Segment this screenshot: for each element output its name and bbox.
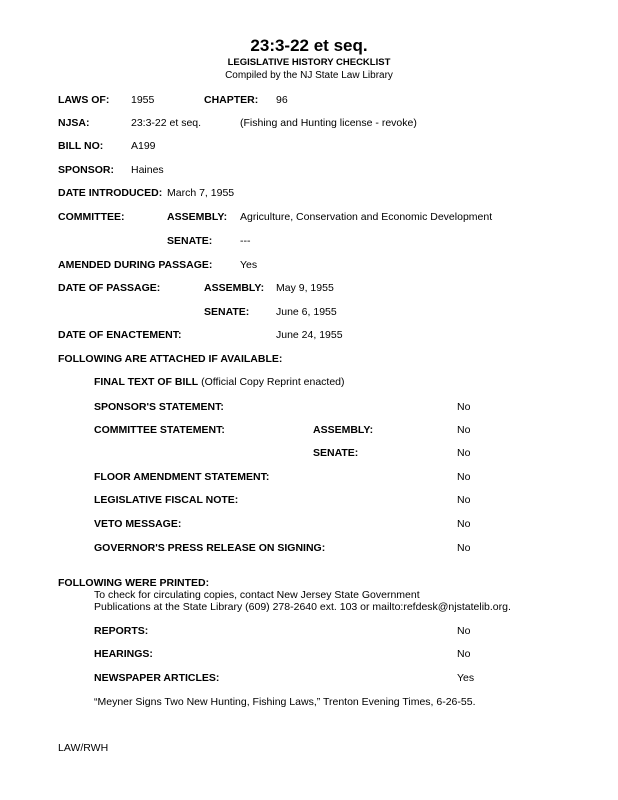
bill-no-value: A199 <box>131 140 156 152</box>
floor-amendment-label: FLOOR AMENDMENT STATEMENT: <box>94 471 270 483</box>
laws-of-label: LAWS OF: <box>58 94 110 106</box>
date-of-enactment-label: DATE OF ENACTEMENT: <box>58 329 182 341</box>
compiled-by: Compiled by the NJ State Law Library <box>225 70 393 81</box>
veto-message-value: No <box>457 518 471 530</box>
committee-statement-assembly-label: ASSEMBLY: <box>313 424 374 436</box>
hearings-value: No <box>457 648 471 660</box>
newspaper-articles-value: Yes <box>457 672 475 684</box>
passage-senate-label: SENATE: <box>204 306 250 318</box>
veto-message-label: VETO MESSAGE: <box>94 518 182 530</box>
chapter-label: CHAPTER: <box>204 94 259 106</box>
bill-no-label: BILL NO: <box>58 140 104 152</box>
committee-senate-label: SENATE: <box>167 235 213 247</box>
date-of-enactment-value: June 24, 1955 <box>276 329 343 341</box>
press-release-label: GOVERNOR'S PRESS RELEASE ON SIGNING: <box>94 542 326 554</box>
njsa-value: 23:3-22 et seq. <box>131 117 202 129</box>
committee-senate-value: --- <box>240 235 251 247</box>
amended-value: Yes <box>240 259 258 271</box>
final-text-label: FINAL TEXT OF BILL <box>94 376 199 388</box>
amended-label: AMENDED DURING PASSAGE: <box>58 259 213 271</box>
page-title: 23:3-22 et seq. <box>250 36 368 55</box>
printed-heading: FOLLOWING WERE PRINTED: <box>58 577 210 589</box>
final-text-row <box>94 376 345 388</box>
newspaper-articles-label: NEWSPAPER ARTICLES: <box>94 672 220 684</box>
fiscal-note-label: LEGISLATIVE FISCAL NOTE: <box>94 494 239 506</box>
chapter-value: 96 <box>276 94 288 106</box>
sponsor-label: SPONSOR: <box>58 164 115 176</box>
press-release-value: No <box>457 542 471 554</box>
laws-of-value: 1955 <box>131 94 155 106</box>
date-introduced-value: March 7, 1955 <box>167 187 235 199</box>
page-subtitle: LEGISLATIVE HISTORY CHECKLIST <box>227 57 391 68</box>
printed-note-line2: Publications at the State Library (609) 278-2640 ext. 103 or mailto:refdesk@njstatelib.org. <box>94 601 511 613</box>
committee-assembly-value: Agriculture, Conservation and Economic Development <box>240 211 493 223</box>
sponsor-value: Haines <box>131 164 164 176</box>
hearings-label: HEARINGS: <box>94 648 153 660</box>
sponsor-statement-value: No <box>457 401 471 413</box>
committee-statement-senate-value: No <box>457 447 471 459</box>
printed-note-line1: To check for circulating copies, contact New Jersey State Government <box>94 589 420 601</box>
floor-amendment-value: No <box>457 471 471 483</box>
njsa-label: NJSA: <box>58 117 90 129</box>
committee-statement-assembly-value: No <box>457 424 471 436</box>
passage-senate-value: June 6, 1955 <box>276 306 337 318</box>
sponsor-statement-label: SPONSOR'S STATEMENT: <box>94 401 224 413</box>
date-of-passage-label: DATE OF PASSAGE: <box>58 282 161 294</box>
fiscal-note-value: No <box>457 494 471 506</box>
committee-assembly-label: ASSEMBLY: <box>167 211 228 223</box>
committee-statement-senate-label: SENATE: <box>313 447 359 459</box>
committee-label: COMMITTEE: <box>58 211 125 223</box>
date-introduced-label: DATE INTRODUCED: <box>58 187 163 199</box>
committee-statement-label: COMMITTEE STATEMENT: <box>94 424 225 436</box>
njsa-description: (Fishing and Hunting license - revoke) <box>240 117 417 129</box>
reports-value: No <box>457 625 471 637</box>
reports-label: REPORTS: <box>94 625 149 637</box>
footer-initials: LAW/RWH <box>58 742 109 754</box>
newspaper-article-citation: “Meyner Signs Two New Hunting, Fishing Laws,” Trenton Evening Times, 6-26-55. <box>94 696 476 708</box>
final-text-note: (Official Copy Reprint enacted) <box>201 376 345 388</box>
passage-assembly-label: ASSEMBLY: <box>204 282 265 294</box>
passage-assembly-value: May 9, 1955 <box>276 282 334 294</box>
attached-heading: FOLLOWING ARE ATTACHED IF AVAILABLE: <box>58 353 283 365</box>
